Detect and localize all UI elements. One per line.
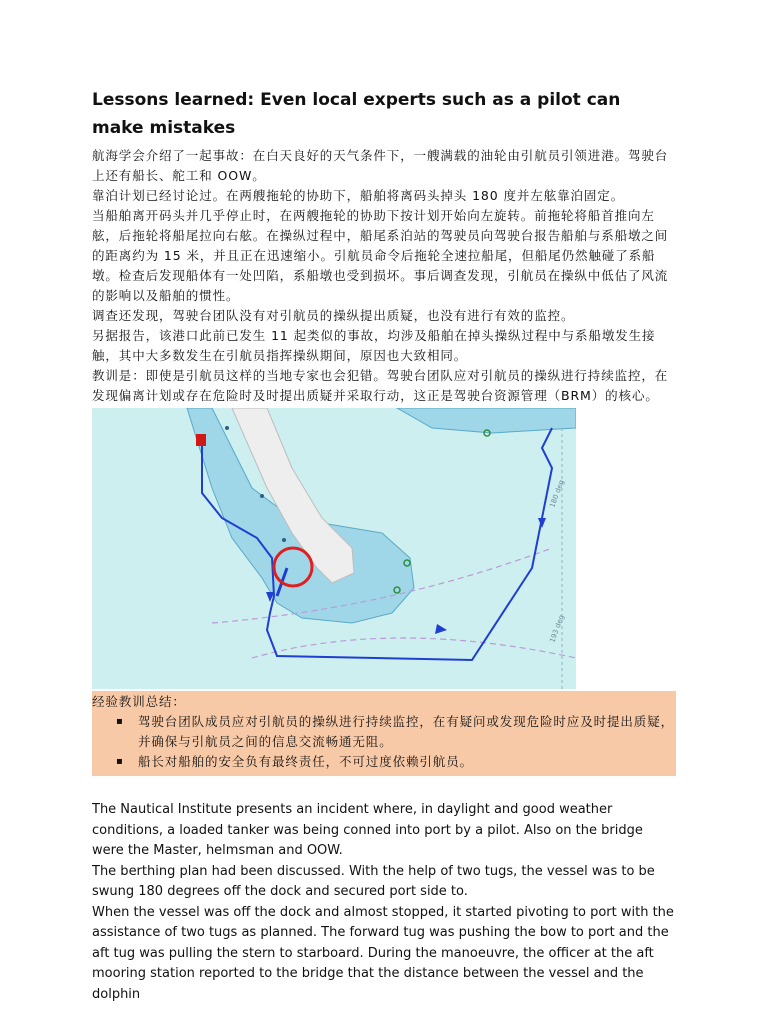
- page-title: Lessons learned: Even local experts such as a pilot can make mistakes: [92, 90, 621, 138]
- nav-mark: [225, 426, 229, 430]
- nav-mark: [260, 494, 264, 498]
- nav-mark: [282, 538, 286, 542]
- bullet-icon: ▪: [116, 756, 124, 767]
- cjk-paragraph: 靠泊计划已经讨论过。在两艘拖轮的协助下，船舶将离码头掉头 180 度并左舷靠泊固定。: [92, 188, 625, 203]
- start-marker: [196, 434, 206, 446]
- callout-title: 经验教训总结：: [92, 694, 186, 709]
- cjk-paragraph: 当船舶离开码头并几乎停止时，在两艘拖轮的协助下按计划开始向左旋转。前拖轮将船首推向左舷，后拖轮将船尾拉向右舷。在操纵过程中，船尾系泊站的驾驶员向驾驶台报告船舶与系船墩之间的距离约为 15 米，并且正在迅速缩小。引航员命令后拖轮全速拉船尾，但船尾仍然触碰了系船墩。检查后发现船体有一处凹陷，系船墩也受到损坏。事后调查发现，引航员在操纵中低估了风流的影响以及船舶的惯性。: [92, 208, 669, 303]
- cjk-paragraph: 教训是：即使是引航员这样的当地专家也会犯错。驾驶台团队应对引航员的操纵进行持续监控，在发现偏离计划或存在危险时及时提出质疑并采取行动，这正是驾驶台资源管理（BRM）的核心。: [92, 368, 669, 403]
- list-item: [116, 712, 676, 752]
- lessons-list: [92, 712, 676, 772]
- berthing-chart-figure: [92, 408, 576, 689]
- english-paragraph: The berthing plan had been discussed. With the help of two tugs, the vessel was to be swung 180 degrees off the dock and secured port side to.: [92, 863, 655, 899]
- english-paragraph: When the vessel was off the dock and almost stopped, it started pivoting to port with the assistance of two tugs as planned. The forward tug was pushing the bow to port and the aft tug was pulling the stern to starboard. During the manoeuvre, the officer at the aft mooring station reported to the bridge that the distance between the vessel and the dolphin: [92, 904, 674, 1002]
- bearing-label: 180 deg: [548, 478, 566, 509]
- list-item-text: 船长对船舶的安全负有最终责任，不可过度依赖引航员。: [138, 754, 474, 769]
- english-paragraph: The Nautical Institute presents an incident where, in daylight and good weather conditions, a loaded tanker was being conned into port by a pilot. Also on the bridge were the Master, helmsman and OOW.: [92, 802, 643, 858]
- bullet-icon: ▪: [116, 716, 124, 727]
- english-text: [92, 800, 676, 1005]
- document-page: [92, 86, 676, 1005]
- list-item-text: 驾驶台团队成员应对引航员的操纵进行持续监控，在有疑问或发现危险时应及时提出质疑，并确保与引航员之间的信息交流畅通无阻。: [138, 714, 675, 749]
- cjk-paragraph: 航海学会介绍了一起事故：在白天良好的天气条件下，一艘满载的油轮由引航员引领进港。驾驶台上还有船长、舵工和 OOW。: [92, 148, 669, 183]
- chart-illustration: [92, 408, 576, 689]
- cjk-paragraph: 调查还发现，驾驶台团队没有对引航员的操纵提出质疑，也没有进行有效的监控。: [92, 308, 575, 323]
- lessons-callout: [92, 691, 676, 776]
- cjk-paragraph: 另据报告，该港口此前已发生 11 起类似的事故，均涉及船舶在掉头操纵过程中与系船墩发生接触，其中大多数发生在引航员指挥操纵期间，原因也大致相同。: [92, 328, 656, 363]
- list-item: [116, 752, 676, 772]
- bearing-label: 193 deg: [548, 613, 566, 644]
